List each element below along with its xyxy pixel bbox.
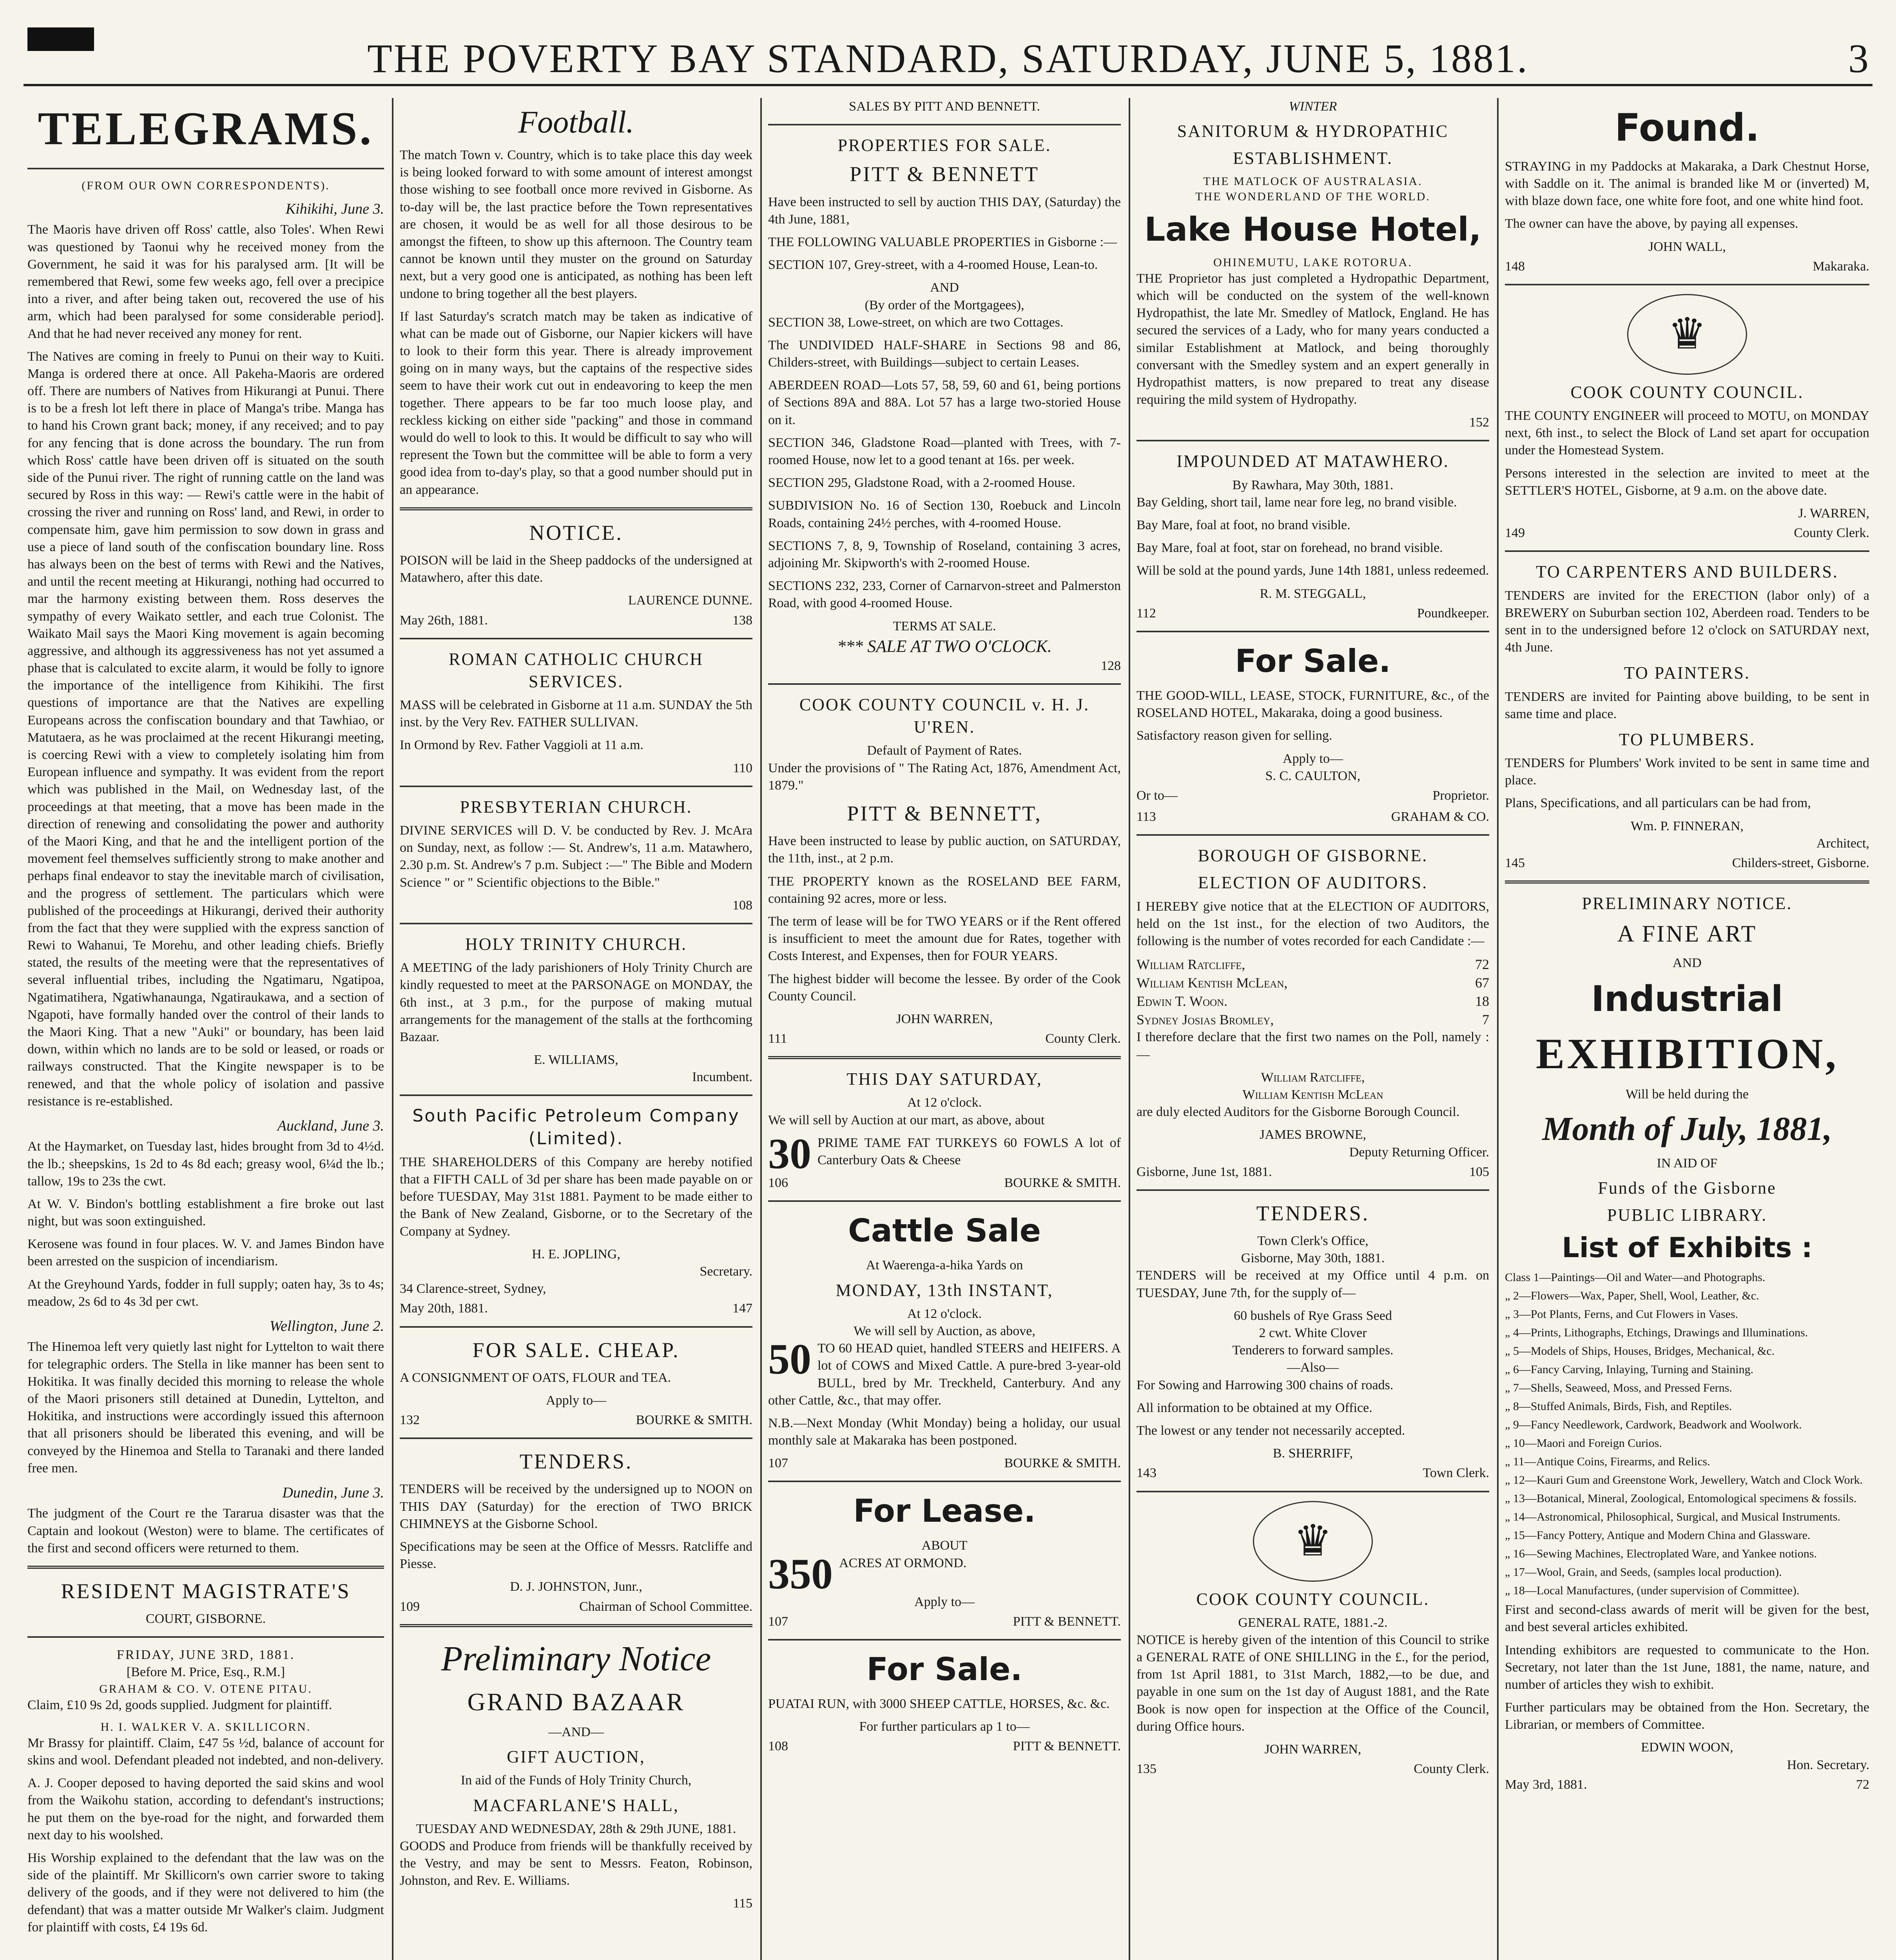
rm-court-before: [Before M. Price, Esq., R.M.]	[126, 1665, 285, 1680]
case-1-title: GRAHAM & CO. V. OTENE PITAU.	[99, 1682, 312, 1695]
cattle-name: BOURKE & SMITH.	[1004, 1456, 1121, 1471]
sale-number: 128	[1101, 658, 1121, 673]
lease-block	[768, 1550, 1121, 1598]
lease-title: For Lease.	[853, 1493, 1036, 1530]
plans-text: Plans, Specifications, and all particulars can be had from,	[1505, 796, 1811, 811]
kihikihi-para-2: The Natives are coming in freely to Punui on their way to Kuiti. Manga is ordered there at once. All Pakeha-Maoris are ordered off. There are numbers of Natives from Hikurangi at Punui. There is to be a fresh lot left there in place of Manga's tribe. Manga has to hand his Crown grant back; money, if any received; and to pay for any fencing that is done across the boundary. The run from which Ross' cattle have been driven off is situated on the south side of the Punui river. The right of running cattle on the land was secured by Ross in this way: — Rewi's cattle were in the habit of crossing the river and running on Ross' land, and Rewi, in order to compensate him, gave him permission to sow down in grass and use a piece of land south of the confiscation boundary line. Ross has always been on the best of terms with Rewi and the Natives, and until the recent meeting at Hikurangi, nothing had occurred to mar the harmony existing between them. Ross deserves the sympathy of every Waikato settler, and each true Colonist. The Waikato Mail says the Maori King movement is again becoming aggressive, and although its aggressiveness has not yet assumed a phase that is calculated to excite alarm, it would be folly to ignore the importance of the intelligence from Kihikihi. The first questions of importance are that the Natives are expelling Europeans across the confiscation boundary and that Tawhiao, or Matutaera, as he was proclaimed at the recent Hikurangi meeting, is coercing Rewi with a view to completely isolating him from European influence and sympathy. It was evident from the report which was published in the Mail, on Wednesday last, of the proceedings at that meeting, that a move has been made in the direction of renewing and consolidating the power and authority of the Maori King, and that he and the intelligent portion of the movement feel themselves sufficiently strong to make another and perhaps final endeavor to stay the inevitable march of civilisation, and the progress of settlement. The particulars which were published of the proceedings at Hikurangi, derived their authority from the fact that they were supplied with the express sanction of Rewi to Wahanui, Te Morehu, and other leading chiefs. Briefly stated, the results of the meeting were that the representatives of several influential tribes, including the Ngatimaru, Ngatipoa, Ngatimatihera, Ngatiwhanaunga, Ngatiraukawa, and a section of Ngapoti, have formally handed over the control of their lands to the Maori King. That a new "Auki" or boundary, has been laid down, within which no lands are to be sold or leased, or roads or railways constructed. That the Kingite newspaper is to be renewed, and that the whole policy of isolation and passive resistance is re-established.	[27, 349, 384, 1109]
borough-declare: I therefore declare that the first two names on the Poll, namely :—	[1137, 1030, 1489, 1062]
exhibit-list	[1505, 1270, 1869, 1598]
found-location: Makaraka.	[1813, 259, 1869, 274]
pb2-text-3: The highest bidder will become the lessee. By order of the Cook County Council.	[768, 971, 1121, 1004]
exhibition-footer	[1505, 1776, 1869, 1793]
cattle-time: At 12 o'clock.	[907, 1306, 982, 1321]
forsale-reason: Satisfactory reason given for selling.	[1137, 728, 1332, 743]
tds-items: PRIME TAME FAT TURKEYS 60 FOWLS A lot of Canterbury Oats & Cheese	[817, 1135, 1121, 1167]
tenders2-forward: Tenderers to forward samples.	[1232, 1343, 1394, 1358]
candidate-votes: 72	[1475, 956, 1489, 973]
painters-title: TO PAINTERS.	[1624, 663, 1751, 683]
exhibition-text-2: Intending exhibitors are requested to communicate to the Hon. Secretary, not later than the 1st June, 1881, the name, nature, and number of articles they wish to exhibit.	[1505, 1642, 1869, 1692]
forsale-proprietor: Proprietor.	[1432, 788, 1489, 803]
carpenters-text: TENDERS are invited for the ERECTION (labor only) of a BREWERY on Suburban section 102, Aberdeen road. Tenders to be sent in to the undersigned before 12 o'clock on SATURDAY next, 4th June.	[1505, 588, 1869, 655]
pb2-number: 111	[768, 1031, 787, 1046]
exhibition-and: AND	[1673, 956, 1702, 971]
exhibit-item: „ 5—Models of Ships, Houses, Bridges, Mechanical, &c.	[1505, 1345, 1775, 1358]
impounded-footer	[1137, 605, 1489, 622]
impounded-role: Poundkeeper.	[1417, 606, 1489, 621]
ht-text: A MEETING of the lady parishioners of Holy Trinity Church are kindly requested to meet at the PARSONAGE on MONDAY, the 6th inst., at 3 p.m., for the purpose of making mutual arrangements for the management of the stalls at the forthcoming Bazaar.	[400, 960, 752, 1044]
tds-footer	[768, 1174, 1121, 1192]
forsale-name-1: S. C. CAULTON,	[1265, 768, 1361, 783]
telegrams-title: TELEGRAMS.	[38, 102, 374, 154]
cattle-at: At Waerenga-a-hika Yards on	[866, 1258, 1023, 1273]
carpenters-title: TO CARPENTERS AND BUILDERS.	[1535, 562, 1839, 582]
ccc-uren-title: COOK COUNTY COUNCIL v. H. J. U'REN.	[799, 695, 1090, 737]
pres-number: 108	[732, 898, 752, 913]
cattle-date: MONDAY, 13th INSTANT,	[836, 1280, 1053, 1300]
dunedin-dateline: Dunedin, June 3.	[282, 1484, 384, 1501]
tds-big-number: 30	[768, 1129, 811, 1178]
forsale-number: 113	[1137, 809, 1156, 824]
ccc-engineer-text-2: Persons interested in the selection are invited to meet at the SETTLER'S HOTEL, Gisborne, at 9 a.m. on the above date.	[1505, 466, 1869, 498]
coat-of-arms-icon: ♛	[1627, 294, 1747, 375]
telegrams-subtitle: (FROM OUR OWN CORRESPONDENTS).	[82, 179, 330, 192]
cattle-big-number: 50	[768, 1335, 811, 1383]
tenders2-date: Gisborne, May 30th, 1881.	[1241, 1251, 1385, 1266]
bazaar-aid: In aid of the Funds of Holy Trinity Church,	[460, 1773, 692, 1788]
sanitorium-est: ESTABLISHMENT.	[1233, 149, 1393, 168]
exhibit-item: Class 1—Paintings—Oil and Water—and Photographs.	[1505, 1271, 1765, 1284]
bazaar-subtitle: GIFT AUCTION,	[507, 1747, 645, 1767]
dunedin-para-1: The judgment of the Court re the Tararua disaster was that the Captain and lookout (Weston) were to blame. The certificates of the first and second officers were returned to them.	[27, 1506, 384, 1555]
notice-date: May 26th, 1881.	[400, 613, 488, 628]
column-rule	[392, 98, 393, 1960]
ccc-rate-role: County Clerk.	[1414, 1762, 1489, 1777]
ht-name: E. WILLIAMS,	[534, 1053, 618, 1067]
impounded-text: Will be sold at the pound yards, June 14th 1881, unless redeemed.	[1137, 563, 1489, 578]
tds-items-block	[768, 1129, 1121, 1178]
rc-text-2: In Ormond by Rev. Father Vaggioli at 11 a.m.	[400, 738, 643, 753]
notice-name: LAURENCE DUNNE.	[628, 593, 752, 608]
tenders-footer	[400, 1598, 752, 1615]
ccc-engineer-text: THE COUNTY ENGINEER will proceed to MOTU, on MONDAY next, 6th inst., to select the Block of Land set apart for occupation under the Homestead System.	[1505, 408, 1869, 458]
sp-number: 147	[732, 1301, 752, 1316]
tenders2-lowest: The lowest or any tender not necessarily accepted.	[1137, 1423, 1405, 1438]
coat-of-arms-icon: ♛	[1253, 1501, 1373, 1582]
found-footer	[1505, 258, 1869, 275]
candidate-row	[1137, 992, 1489, 1011]
bazaar-number: 115	[733, 1896, 752, 1911]
plumbers-title: TO PLUMBERS.	[1619, 730, 1756, 749]
exhibits-title: List of Exhibits :	[1562, 1232, 1813, 1264]
lot-item: SECTION 38, Lowe-street, on which are two Cottages.	[768, 315, 1064, 330]
preliminary-title: PRELIMINARY NOTICE.	[1582, 894, 1793, 913]
lake-house-title: Lake House Hotel,	[1144, 210, 1481, 249]
borough-number: 105	[1469, 1164, 1489, 1179]
sale2-apply: For further particulars ap 1 to—	[859, 1719, 1030, 1734]
cattle-text: We will sell by Auction, as above,	[854, 1323, 1035, 1338]
fs-apply: Apply to—	[546, 1393, 606, 1408]
column-rule	[1497, 98, 1499, 1960]
tenders2-title: TENDERS.	[1256, 1201, 1370, 1225]
lake-house-text: THE Proprietor has just completed a Hydropathic Department, which will be conducted on the system of the well-known Hydropathist, the late Mr. Smedley of Matlock, England. He has secured the services of a Lady, who for many years conducted a similar Establishment at Matlock, and being thoroughly conversant with the Smedley system and an expert generally in Hydropathist matters, is now prepared to treat any disease requiring the mild system of Hydropathy.	[1137, 271, 1489, 407]
pb2-name: JOHN WARREN,	[896, 1011, 993, 1026]
sale2-footer	[768, 1738, 1121, 1755]
lot-item: SUBDIVISION No. 16 of Section 130, Roebuck and Lincoln Roads, containing 24½ perches, with 4-roomed House.	[768, 498, 1121, 530]
plans-name: Wm. P. FINNERAN,	[1630, 818, 1744, 833]
cattle-items: TO 60 HEAD quiet, handled STEERS and HEIFERS. A lot of COWS and Mixed Cattle. A pure-bred 3-year-old BULL, bred by Mr. Treckheld, Canterbury. And any other Cattle, &c., that may offer.	[768, 1341, 1121, 1408]
impounded-item: Bay Mare, foal at foot, star on forehead, no brand visible.	[1137, 541, 1443, 555]
exhibition-aid: IN AID OF	[1657, 1156, 1718, 1171]
candidate-row	[1137, 955, 1489, 974]
auckland-para-2: At W. V. Bindon's bottling establishment a fire broke out last night, but was soon extinguished.	[27, 1196, 384, 1229]
rc-number: 110	[733, 760, 752, 775]
kihikihi-dateline: Kihikihi, June 3.	[285, 201, 384, 217]
cattle-items-block	[768, 1335, 1121, 1409]
ht-title: HOLY TRINITY CHURCH.	[465, 934, 687, 954]
painters-text: TENDERS are invited for Painting above building, to be sent in same time and place.	[1505, 689, 1869, 721]
exhibit-item: „ 4—Prints, Lithographs, Etchings, Drawings and Illuminations.	[1505, 1326, 1808, 1339]
football-para-1: The match Town v. Country, which is to take place this day week is being looked forward to with some amount of interest amongst those wishing to see football once more revived in Gisborne. As to-day will be, the last practice before the Town representatives are chosen, it would be as well for all those desirous to be amongst the fifteen, to show up this afternoon. The Country team cannot be known until they muster on the ground on Saturday next, but a very good one is anticipated, as nothing has been left undone to bring together all the best players.	[400, 148, 752, 301]
auckland-para-3: Kerosene was found in four places. W. V. and James Bindon have been arrested on the suspicion of incendiarism.	[27, 1237, 384, 1269]
case-1-text: Claim, £10 9s 2d, goods supplied. Judgment for plaintiff.	[27, 1697, 332, 1712]
tenders2-item: 60 bushels of Rye Grass Seed	[1234, 1308, 1392, 1323]
forsale-or: Or to—	[1137, 788, 1178, 803]
fs-number: 132	[400, 1413, 420, 1428]
rm-court-title: RESIDENT MAGISTRATE'S	[61, 1579, 351, 1603]
column-football-notices	[400, 98, 752, 1960]
cattle-number: 107	[768, 1456, 788, 1471]
sale-time: *** SALE AT TWO O'CLOCK.	[837, 636, 1052, 656]
plans-footer	[1505, 855, 1869, 872]
ht-role: Incumbent.	[692, 1070, 752, 1085]
forsale-text: THE GOOD-WILL, LEASE, STOCK, FURNITURE, &c., of the ROSELAND HOTEL, Makaraka, doing a good business.	[1137, 688, 1489, 720]
impounded-item: Bay Gelding, short tail, lame near fore leg, no brand visible.	[1137, 495, 1457, 510]
sale2-title: For Sale.	[866, 1651, 1022, 1688]
tenders2-also: —Also—	[1287, 1360, 1339, 1375]
notice-footer	[400, 612, 752, 629]
auckland-para-1: At the Haymarket, on Tuesday last, hides brought from 3d to 4½d. the lb.; sheepskins, 1s 2d to 4s 8d each; greasy wool, 6¼d the lb.; tallow, 19s to 23s the cwt.	[27, 1139, 384, 1189]
ccc-rate-text: NOTICE is hereby given of the intention of this Council to strike a GENERAL RATE of ONE SHILLING in the £., for the period, from 1st April 1881, to 31st March, 1882,—to be due, and payable in one sum on the 1st day of August 1881, and the Rate Book is now open for inspection at the Office of the Council, during Office hours.	[1137, 1632, 1489, 1734]
exhibition-industrial: Industrial	[1591, 978, 1783, 1020]
impounded-title: IMPOUNDED AT MATAWHERO.	[1176, 452, 1449, 471]
bazaar-dates: TUESDAY AND WEDNESDAY, 28th & 29th JUNE, 1881.	[416, 1821, 736, 1836]
tds-number: 106	[768, 1176, 788, 1191]
forsale-or-row	[1137, 787, 1489, 804]
winter-label: WINTER	[1289, 99, 1337, 114]
auckland-para-4: At the Greyhound Yards, fodder in full supply; oaten hay, 3s to 4s; meadow, 2s 6d to 4s 3d per cwt.	[27, 1277, 384, 1309]
masthead-bar	[24, 27, 1872, 86]
candidate-row	[1137, 1011, 1489, 1029]
tenders-text: TENDERS will be received by the undersigned up to NOON on THIS DAY (Saturday) for the erection of TWO BRICK CHIMNEYS at the Gisborne School.	[400, 1482, 752, 1531]
ccc-rate-subtitle: GENERAL RATE, 1881.-2.	[1238, 1615, 1388, 1630]
ccc-uren-text: Under the provisions of " The Rating Act, 1876, Amendment Act, 1879."	[768, 760, 1121, 793]
rc-text: MASS will be celebrated in Gisborne at 11 a.m. SUNDAY the 5th inst. by the Very Rev. FATHER SULLIVAN.	[400, 698, 752, 730]
exhibit-item: „ 7—Shells, Seaweed, Moss, and Pressed Ferns.	[1505, 1381, 1732, 1395]
ccc-rate-title: COOK COUNTY COUNCIL.	[1196, 1589, 1430, 1609]
exhibition-funds: Funds of the Gisborne	[1598, 1178, 1776, 1198]
sale2-number: 108	[768, 1739, 788, 1754]
masthead-title: THE POVERTY BAY STANDARD, SATURDAY, JUNE 5, 1881.	[367, 36, 1529, 81]
pb2-role: County Clerk.	[1045, 1031, 1121, 1046]
lot-item: AND	[930, 280, 959, 295]
sp-text: THE SHAREHOLDERS of this Company are hereby notified that a FIFTH CALL of 3d per share has been made payable on or before TUESDAY, May 31st 1881. Payment to be made either to the Bank of New Zealand, Gisborne, or to the Secretary of the Company at Sydney.	[400, 1154, 752, 1239]
exhibit-item: „ 9—Fancy Needlework, Cardwork, Beadwork and Woolwork.	[1505, 1418, 1802, 1432]
page-number: 3	[1848, 36, 1869, 81]
lease-text: ACRES AT ORMOND.	[839, 1555, 967, 1570]
impounded-number: 112	[1137, 606, 1156, 621]
candidate-name: William Kentish McLean,	[1137, 975, 1288, 991]
lake-house-location: OHINEMUTU, LAKE ROTORUA.	[1213, 256, 1413, 269]
column-pitt-bennett	[768, 98, 1121, 1960]
exhibition-text: First and second-class awards of merit will be given for the best, and best several articles exhibited.	[1505, 1602, 1869, 1635]
column-rule	[1129, 98, 1130, 1960]
sale2-text: PUATAI RUN, with 3000 SHEEP CATTLE, HORSES, &c. &c.	[768, 1697, 1110, 1711]
candidate-row	[1137, 974, 1489, 992]
football-title: Football.	[518, 105, 634, 140]
impounded-item: Bay Mare, foal at foot, no brand visible.	[1137, 518, 1350, 532]
ccc-engineer-name: J. WARREN,	[1798, 506, 1869, 521]
tenders2-role: Town Clerk.	[1423, 1466, 1489, 1481]
properties-title: PROPERTIES FOR SALE.	[837, 136, 1051, 155]
candidate-name: Edwin T. Woon.	[1137, 993, 1228, 1009]
candidate-name: Sydney Josias Bromley,	[1137, 1011, 1274, 1027]
notice-title: NOTICE.	[529, 521, 623, 544]
exhibit-item: „ 12—Kauri Gum and Greenstone Work, Jewellery, Watch and Clock Work.	[1505, 1474, 1863, 1487]
case-2-para-2: A. J. Cooper deposed to having deported the said skins and wool from the Waikohu station, according to defendant's instructions; he put them on the bye-road for the night, and forwarded them next day to his woolshed.	[27, 1776, 384, 1842]
sanitorium-title: SANITORUM & HYDROPATHIC	[1177, 122, 1449, 141]
borough-date: Gisborne, June 1st, 1881.	[1137, 1164, 1272, 1179]
tenders-title: TENDERS.	[519, 1450, 633, 1474]
forsale-name-2: GRAHAM & CO.	[1391, 809, 1489, 824]
found-text: STRAYING in my Paddocks at Makaraka, a Dark Chestnut Horse, with Saddle on it. The animal is branded like M or (inverted) M, with blaze down face, one white fore foot, and one white hind foot.	[1505, 159, 1869, 209]
ccc-engineer-number: 149	[1505, 526, 1525, 541]
exhibition-title: EXHIBITION,	[1535, 1029, 1839, 1078]
found-number: 148	[1505, 259, 1525, 274]
exhibition-held: Will be held during the	[1625, 1087, 1749, 1102]
lease-footer	[768, 1613, 1121, 1630]
pb-intro: Have been instructed to sell by auction THIS DAY, (Saturday) the 4th June, 1881,	[768, 194, 1121, 227]
borough-text: I HEREBY give notice that at the ELECTION OF AUDITORS, held on the 1st inst., for the election of two Auditors, the following is the number of votes recorded for each Candidate :—	[1137, 899, 1489, 948]
tenders2-item: 2 cwt. White Clover	[1259, 1326, 1367, 1340]
ccc-engineer-title: COOK COUNTY COUNCIL.	[1570, 382, 1804, 402]
forsale-apply: Apply to—	[1283, 751, 1343, 766]
exhibit-item: „ 18—Local Manufactures, (under supervision of Committee).	[1505, 1584, 1800, 1597]
exhibit-item: „ 16—Sewing Machines, Electroplated Ware, and Yankee notions.	[1505, 1547, 1817, 1561]
tenders2-name: B. SHERRIFF,	[1272, 1446, 1353, 1461]
fs-footer	[400, 1412, 752, 1429]
candidate-votes: 67	[1475, 975, 1489, 991]
ccc-rate-name: JOHN WARREN,	[1264, 1742, 1361, 1757]
exhibition-library: PUBLIC LIBRARY.	[1607, 1205, 1767, 1225]
borough-winner-1: William Ratcliffe,	[1261, 1070, 1365, 1085]
notice-number: 138	[732, 613, 752, 628]
wellington-para-1: The Hinemoa left very quietly last night for Lyttelton to wait there for telegraphic orders. The Stella in like manner has been sent to Hokitika. It was finally decided this morning to release the whole of the Maori prisoners still detained at Dunedin, Lyttelton, and Hokitika, and instructions were accordingly issued this afternoon that all prisoners should be liberated this evening, and will be conveyed by the Hinemoa and Stella to Taranaki and there landed free men.	[27, 1339, 384, 1475]
borough-subtitle: ELECTION OF AUDITORS.	[1198, 873, 1428, 893]
exhibition-role: Hon. Secretary.	[1787, 1757, 1869, 1772]
exhibit-item: „ 17—Wool, Grain, and Seeds, (samples local production).	[1505, 1566, 1782, 1579]
exhibit-item: „ 6—Fancy Carving, Inlaying, Turning and Staining.	[1505, 1363, 1754, 1376]
bazaar-hall: MACFARLANE'S HALL,	[473, 1795, 679, 1815]
bazaar-script-title: Preliminary Notice	[441, 1639, 711, 1678]
lease-number: 107	[768, 1614, 788, 1629]
cattle-title: Cattle Sale	[848, 1212, 1041, 1249]
matlock-line: THE MATLOCK OF AUSTRALASIA.	[1203, 174, 1423, 188]
tds-title: THIS DAY SATURDAY,	[846, 1069, 1042, 1089]
fs-text: A CONSIGNMENT OF OATS, FLOUR and TEA.	[400, 1370, 671, 1385]
ccc-uren-subtitle: Default of Payment of Rates.	[867, 743, 1022, 758]
ccc-rate-footer	[1137, 1760, 1489, 1778]
kihikihi-para-1: The Maoris have driven off Ross' cattle, also Toles'. When Rewi was questioned by Taonui why he received money from the Government, he said it was for his paralysed arm. [It will be remembered that Rewi, some few weeks ago, fell over a precipice into a river, and after being taken out, recovered the use of his arm, which had been paralysed for some considerable period]. And that he had never received any money for rent.	[27, 222, 384, 341]
pb2-title: PITT & BENNETT,	[847, 802, 1042, 825]
pb2-text: THE PROPERTY known as the ROSELAND BEE FARM, containing 92 acres, more or less.	[768, 874, 1121, 906]
lot-item: SECTION 346, Gladstone Road—planted with Trees, with 7-roomed House, now let to a good tenant at 16s. per week.	[768, 435, 1121, 467]
cattle-nb: N.B.—Next Monday (Whit Monday) being a holiday, our usual monthly sale at Makaraka has been postponed.	[768, 1416, 1121, 1448]
sales-label: SALES BY PITT AND BENNETT.	[849, 99, 1040, 114]
borough-winner-2: William Kentish McLean	[1242, 1087, 1383, 1102]
ccc-engineer-footer	[1505, 524, 1869, 542]
bazaar-text: GOODS and Produce from friends will be thankfully received by the Vestry, and may be sent to Messrs. Featon, Robinson, Johnston, and Rev. E. Williams.	[400, 1838, 752, 1888]
found-text-2: The owner can have the above, by paying all expenses.	[1505, 216, 1798, 231]
plans-number: 145	[1505, 856, 1525, 871]
borough-footer	[1137, 1163, 1489, 1181]
tenders-name: D. J. JOHNSTON, Junr.,	[510, 1579, 642, 1594]
case-2-para-1: Mr Brassy for plaintiff. Claim, £47 5s ½d, balance of account for skins and wool. Defendant pleaded not indebted, and non-delivery.	[27, 1735, 384, 1768]
borough-name: JAMES BROWNE,	[1259, 1127, 1367, 1142]
exhibit-item: „ 14—Astronomical, Philosophical, Surgical, and Musical Instruments.	[1505, 1510, 1840, 1524]
bazaar-and: —AND—	[548, 1724, 604, 1739]
lot-item: SECTIONS 7, 8, 9, Township of Roseland, containing 3 acres, adjoining Mr. Skipworth's with 2-roomed House.	[768, 538, 1121, 570]
football-para-2: If last Saturday's scratch match may be taken as indicative of what can be made out of Gisborne, our Napier kickers will have to look to their form this year. There is already improvement going on in many ways, but the captains of the respective sides seem to have their work cut out in endeavoring to keep the men together. There appears to be far too much loose play, and reckless kicking on either side "packing" and those in command would do well to look to this. It would be difficult to say who will represent the Town but the committee will be able to form a very good idea from to-day's play, so that a good number should put in an appearance.	[400, 309, 752, 497]
tds-name: BOURKE & SMITH.	[1004, 1176, 1121, 1191]
borough-role: Deputy Returning Officer.	[1349, 1145, 1489, 1160]
pres-text: DIVINE SERVICES will D. V. be conducted by Rev. J. McAra on Sunday, next, as follow :— St. Andrew's, 11 a.m. Matawhero, 2.30 p.m. St. Andrew's 7 p.m. Subject :—" The Bible and Modern Science " or " Scientific objections to the Bible."	[400, 823, 752, 890]
fs-title: FOR SALE. CHEAP.	[472, 1338, 680, 1362]
tenders-text-2: Specifications may be seen at the Office of Messrs. Ratcliffe and Piesse.	[400, 1539, 752, 1572]
lot-item: ABERDEEN ROAD—Lots 57, 58, 59, 60 and 61, being portions of Sections 89A and 88A. Lot 57 has a large two-storied House on it.	[768, 378, 1121, 427]
tds-time: At 12 o'clock.	[907, 1095, 982, 1110]
candidate-votes: 18	[1475, 993, 1489, 1009]
exhibit-item: „ 13—Botanical, Mineral, Zoological, Entomological specimens & fossils.	[1505, 1492, 1857, 1505]
ccc-engineer-role: County Clerk.	[1794, 526, 1869, 541]
sp-address: 34 Clarence-street, Sydney,	[400, 1281, 546, 1296]
fs-name: BOURKE & SMITH.	[636, 1413, 752, 1428]
lake-house-number: 152	[1469, 415, 1489, 430]
lease-name: PITT & BENNETT.	[1013, 1614, 1121, 1629]
pb-following: THE FOLLOWING VALUABLE PROPERTIES in Gisborne :—	[768, 234, 1117, 249]
exhibition-name: EDWIN WOON,	[1641, 1740, 1733, 1755]
pres-title: PRESBYTERIAN CHURCH.	[460, 797, 692, 817]
exhibit-item: „ 3—Pot Plants, Ferns, and Cut Flowers in Vases.	[1505, 1308, 1738, 1321]
column-rule	[760, 98, 762, 1960]
plans-role: Architect,	[1816, 836, 1869, 851]
case-2-title: H. I. WALKER V. A. SKILLICORN.	[100, 1720, 311, 1733]
exhibit-item: „ 2—Flowers—Wax, Paper, Shell, Wool, Leather, &c.	[1505, 1289, 1759, 1303]
exhibit-item: „ 11—Antique Coins, Firearms, and Relics.	[1505, 1455, 1710, 1468]
rc-title: ROMAN CATHOLIC CHURCH SERVICES.	[449, 649, 703, 691]
lot-item: (By order of the Mortgagees),	[865, 298, 1024, 312]
lease-apply: Apply to—	[914, 1594, 975, 1609]
wellington-dateline: Wellington, June 2.	[270, 1318, 384, 1335]
lot-item: SECTION 107, Grey-street, with a 4-roomed House, Lean-to.	[768, 258, 1098, 272]
exhibition-date: May 3rd, 1881.	[1505, 1777, 1587, 1792]
tenders2-footer	[1137, 1465, 1489, 1482]
tenders2-office: Town Clerk's Office,	[1257, 1234, 1369, 1249]
lot-item: SECTION 295, Gladstone Road, with a 2-roomed House.	[768, 475, 1075, 490]
lot-item: SECTIONS 232, 233, Corner of Carnarvon-street and Palmerston Road, with good 4-roomed House.	[768, 579, 1121, 611]
auckland-dateline: Auckland, June 3.	[277, 1117, 384, 1134]
exhibition-text-3: Further particulars may be obtained from the Hon. Secretary, the Librarian, or members of Committee.	[1505, 1700, 1869, 1732]
plumbers-text: TENDERS for Plumbers' Work invited to be sent in same time and place.	[1505, 756, 1869, 788]
pb2-footer	[768, 1030, 1121, 1047]
tenders2-number: 143	[1137, 1466, 1156, 1481]
exhibition-number: 72	[1856, 1777, 1869, 1792]
candidate-name: William Ratcliffe,	[1137, 956, 1245, 973]
rm-court-date: FRIDAY, JUNE 3RD, 1881.	[116, 1648, 295, 1662]
plans-address: Childers-street, Gisborne.	[1732, 856, 1869, 871]
exhibition-month: Month of July, 1881,	[1542, 1109, 1832, 1147]
borough-elected: are duly elected Auditors for the Gisborne Borough Council.	[1137, 1105, 1460, 1120]
sp-title: South Pacific Petroleum Company (Limited).	[412, 1106, 740, 1149]
cattle-footer	[768, 1455, 1121, 1472]
pb2-intro: Have been instructed to lease by public auction, on SATURDAY, the 11th, inst., at 2 p.m.	[768, 834, 1121, 866]
exhibit-item: „ 15—Fancy Pottery, Antique and Modern China and Glassware.	[1505, 1529, 1811, 1542]
tenders2-text: TENDERS will be received at my Office until 4 p.m. on TUESDAY, June 7th, for the supply of—	[1137, 1268, 1489, 1300]
exhibit-item: „ 8—Stuffed Animals, Birds, Fish, and Reptiles.	[1505, 1400, 1732, 1413]
lot-item: The UNDIVIDED HALF-SHARE in Sections 98 and 86, Childers-street, with Buildings—subject to certain Leases.	[768, 338, 1121, 370]
sp-date: May 20th, 1881.	[400, 1301, 488, 1316]
borough-title: BOROUGH OF GISBORNE.	[1198, 846, 1428, 866]
impounded-by: By Rawhara, May 30th, 1881.	[1232, 477, 1394, 492]
column-found-exhibition	[1505, 98, 1869, 1960]
sp-role: Secretary.	[700, 1264, 752, 1279]
tenders2-text-2: For Sowing and Harrowing 300 chains of roads.	[1137, 1377, 1394, 1392]
pb-title: PITT & BENNETT	[850, 162, 1039, 186]
exhibition-line-1: A FINE ART	[1617, 921, 1757, 947]
tds-text: We will sell by Auction at our mart, as above, about	[768, 1112, 1045, 1127]
terms: TERMS AT SALE.	[893, 619, 996, 633]
lease-about: ABOUT	[921, 1538, 968, 1553]
pb2-text-2: The term of lease will be for TWO YEARS or if the Rent offered is insufficient to meet the amount due for Rates, together with Costs Interest, and Expenses, then for FOUR YEARS.	[768, 914, 1121, 964]
wonderland-line: THE WONDERLAND OF THE WORLD.	[1195, 190, 1430, 203]
candidate-votes: 7	[1482, 1011, 1489, 1027]
impounded-name: R. M. STEGGALL,	[1260, 586, 1366, 601]
exhibit-item: „ 10—Maori and Foreign Curios.	[1505, 1437, 1662, 1450]
tenders2-info: All information to be obtained at my Office.	[1137, 1400, 1372, 1415]
forsale-title: For Sale.	[1235, 642, 1391, 679]
case-2-para-3: His Worship explained to the defendant that the law was on the side of the plaintiff. Mr Skillicorn's own carrier swore to taking delivery of the goods, and if they were not delivered to him (the defendant) that was a matter outside Mr Walker's claim. Judgment for plaintiff with costs, £4 19s 6d.	[27, 1850, 384, 1935]
found-name: JOHN WALL,	[1648, 239, 1726, 254]
notice-text: POISON will be laid in the Sheep paddocks of the undersigned at Matawhero, after this date.	[400, 553, 752, 585]
column-telegrams	[27, 98, 384, 1960]
sp-footer	[400, 1300, 752, 1317]
forsale-footer	[1137, 808, 1489, 826]
bazaar-title: GRAND BAZAAR	[467, 1688, 685, 1716]
sale2-name: PITT & BENNETT.	[1013, 1739, 1121, 1754]
rm-court-subtitle: COURT, GISBORNE.	[145, 1612, 266, 1626]
tenders-number: 109	[400, 1599, 420, 1614]
column-lake-house-borough	[1137, 98, 1489, 1960]
ccc-rate-number: 135	[1137, 1762, 1156, 1777]
tenders-role: Chairman of School Committee.	[579, 1599, 752, 1614]
sp-name: H. E. JOPLING,	[532, 1247, 620, 1261]
found-title: Found.	[1615, 106, 1760, 150]
lease-big-number: 350	[768, 1550, 833, 1598]
